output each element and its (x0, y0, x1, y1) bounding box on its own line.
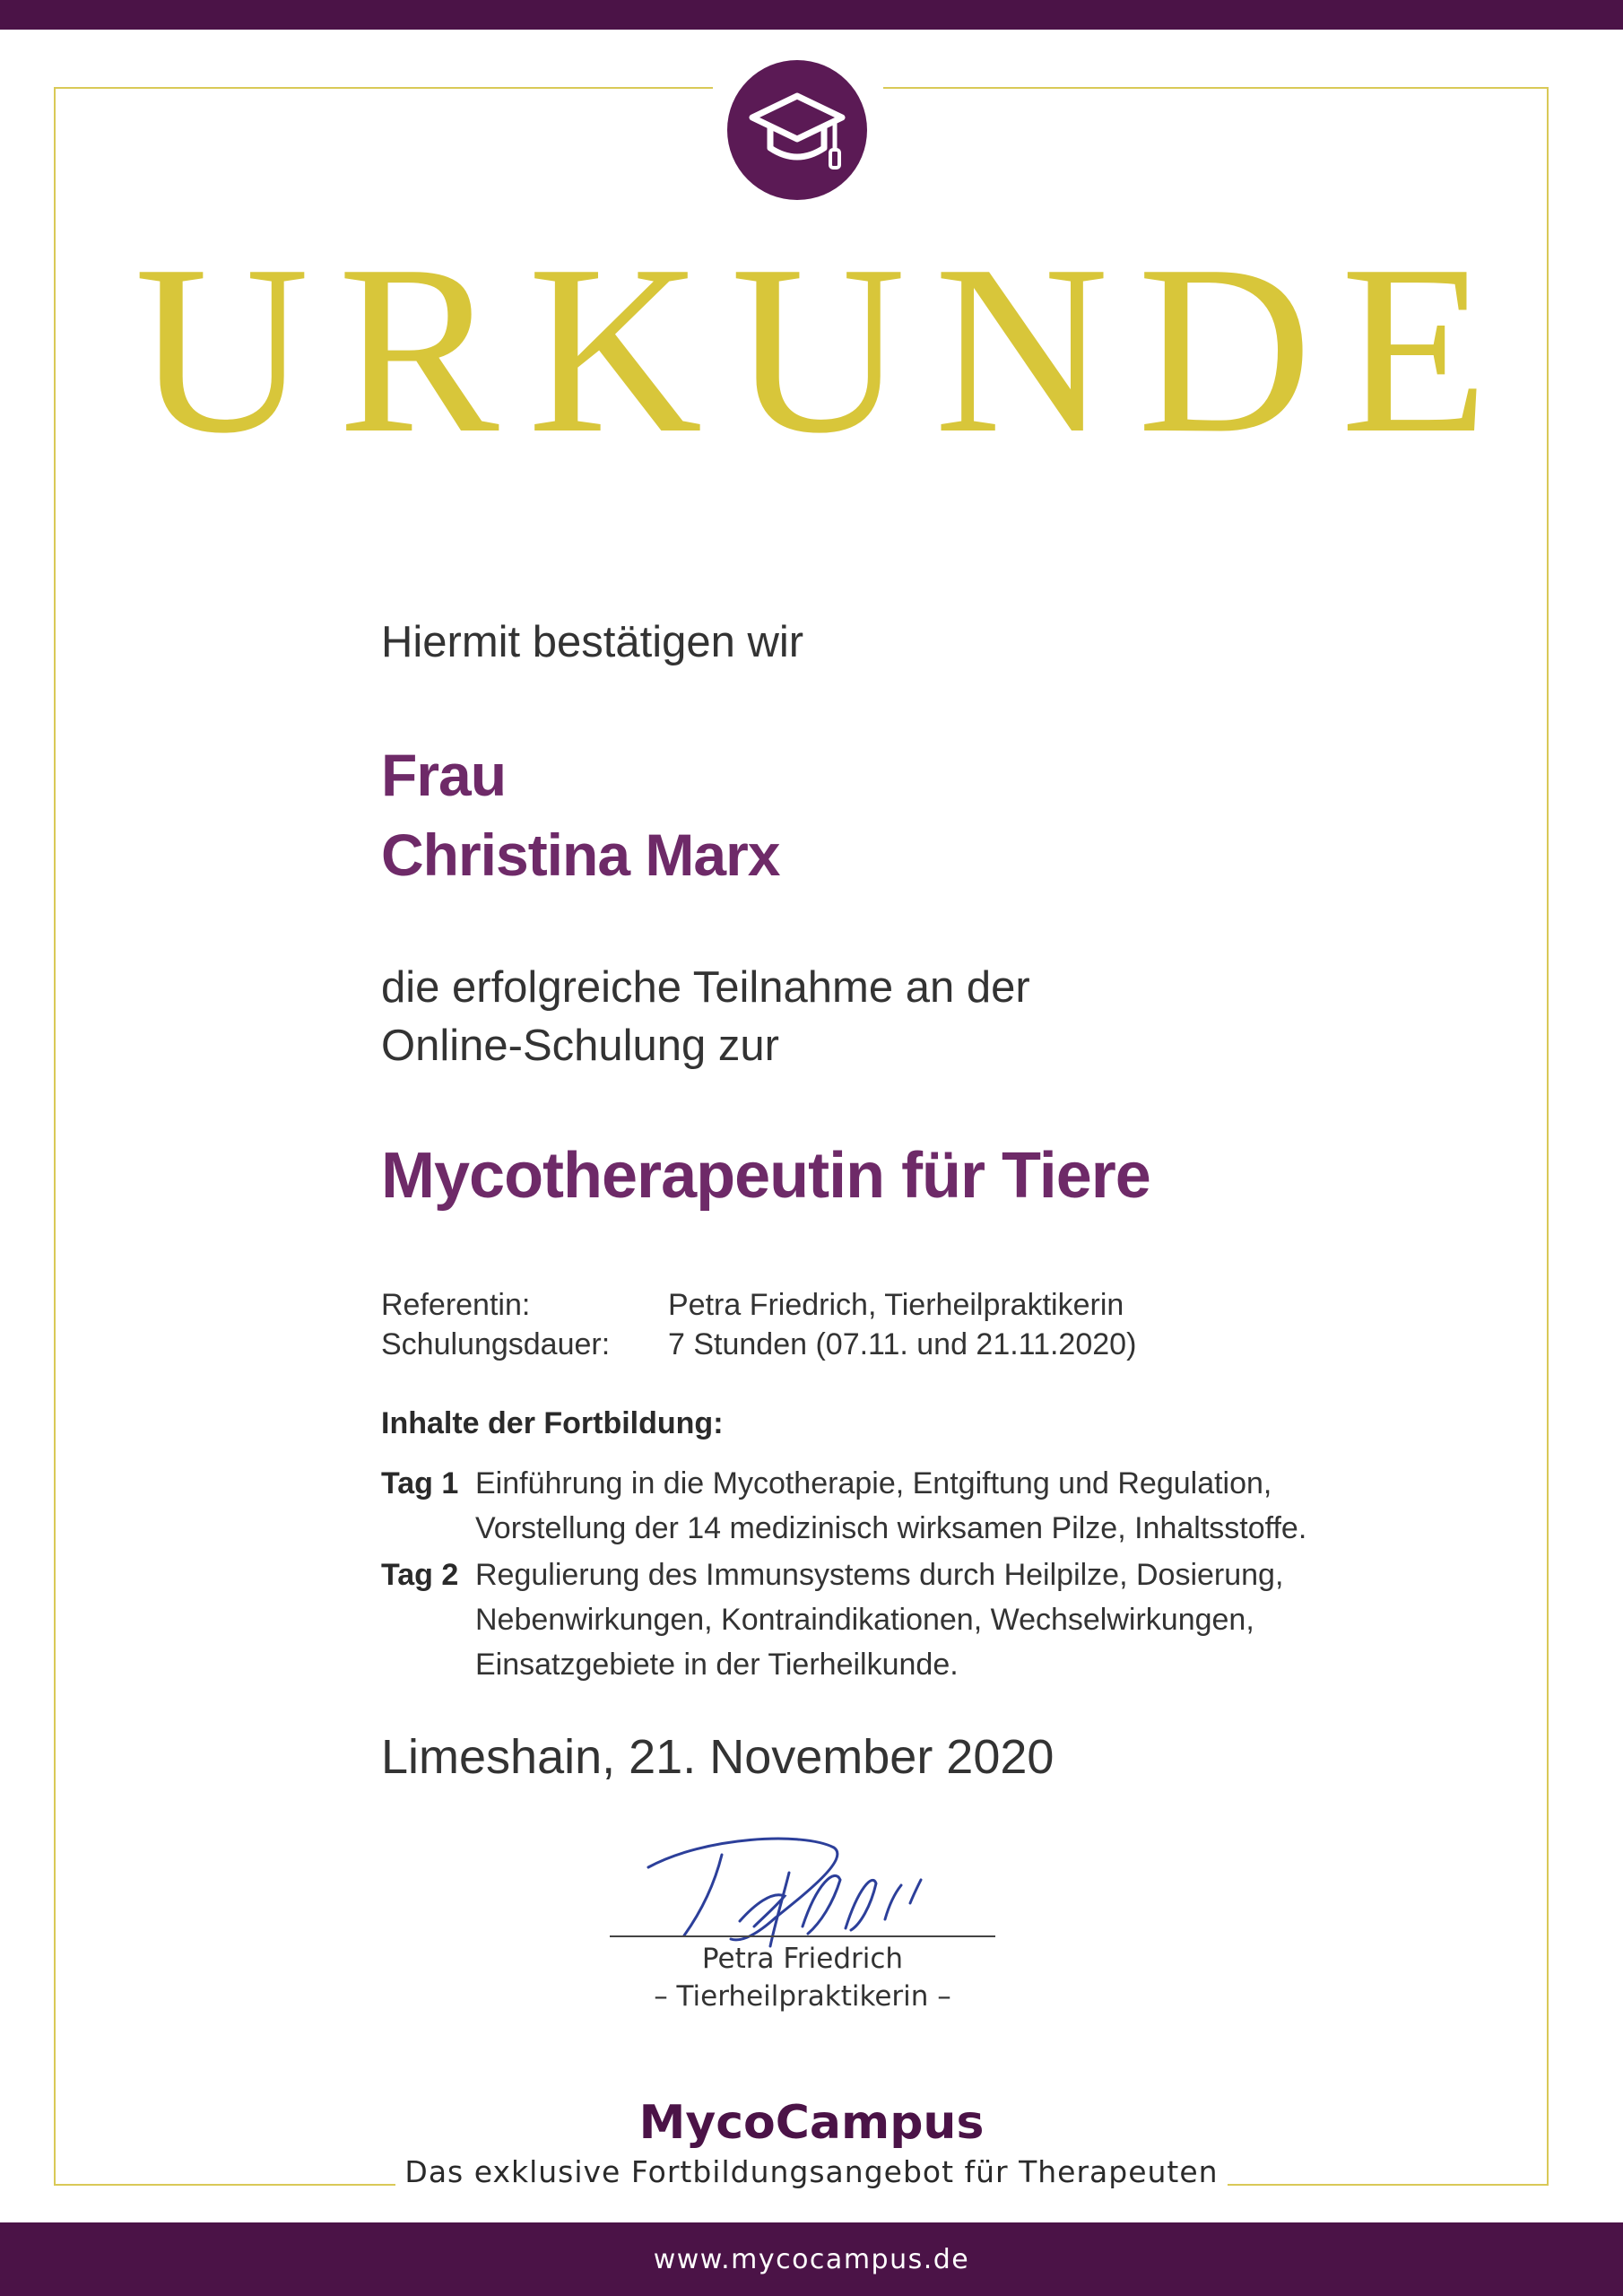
day-2-line-2: Nebenwirkungen, Kontraindikationen, Wechselwirkungen, (475, 1603, 1254, 1637)
signatory-name: Petra Friedrich (701, 1943, 904, 1975)
graduation-cap-svg (745, 85, 849, 175)
day-2-label: Tag 2 (381, 1558, 459, 1592)
brand-tagline: Das exklusive Fortbildungsangebot für Therapeuten (395, 2154, 1227, 2189)
bottom-purple-bar (0, 2222, 1623, 2296)
website-link[interactable]: www.mycocampus.de (653, 2243, 970, 2275)
day-2-line-3: Einsatzgebiete in der Tierheilkunde. (475, 1648, 959, 1682)
brand-name: MycoCampus (638, 2096, 985, 2150)
detail-value-duration: 7 Stunden (07.11. und 21.11.2020) (668, 1327, 1137, 1361)
top-purple-bar (0, 0, 1623, 30)
intro-text: Hiermit bestätigen wir (381, 618, 804, 666)
statement-line-1: die erfolgreiche Teilnahme an der (381, 963, 1030, 1012)
recipient-salutation: Frau (381, 742, 507, 808)
signature-line (610, 1935, 995, 1937)
place-and-date: Limeshain, 21. November 2020 (381, 1730, 1055, 1784)
frame-top-right (883, 87, 1549, 89)
recipient-name: Christina Marx (381, 822, 780, 888)
day-1-line-2: Vorstellung der 14 medizinisch wirksamen Pilze, Inhaltsstoffe. (475, 1511, 1307, 1545)
statement-line-2: Online-Schulung zur (381, 1022, 779, 1070)
course-title: Mycotherapeutin für Tiere (381, 1140, 1150, 1212)
detail-label-duration: Schulungsdauer: (381, 1327, 611, 1361)
contents-heading: Inhalte der Fortbildung: (381, 1406, 724, 1440)
detail-value-speaker: Petra Friedrich, Tierheilpraktikerin (668, 1288, 1124, 1322)
graduation-cap-icon (727, 60, 867, 200)
day-1-label: Tag 1 (381, 1466, 459, 1500)
signatory-role: – Tierheilpraktikerin – (654, 1980, 951, 2013)
svg-text:URKUNDE: URKUNDE (135, 231, 1488, 465)
day-1-line-1: Einführung in die Mycotherapie, Entgiftung und Regulation, (475, 1466, 1272, 1500)
day-2-line-1: Regulierung des Immunsystems durch Heilpilze, Dosierung, (475, 1558, 1284, 1592)
frame-top-left (54, 87, 713, 89)
brand-tagline-container (0, 2154, 1623, 2189)
detail-label-speaker: Referentin: (381, 1288, 531, 1322)
certificate-title (0, 231, 1623, 465)
